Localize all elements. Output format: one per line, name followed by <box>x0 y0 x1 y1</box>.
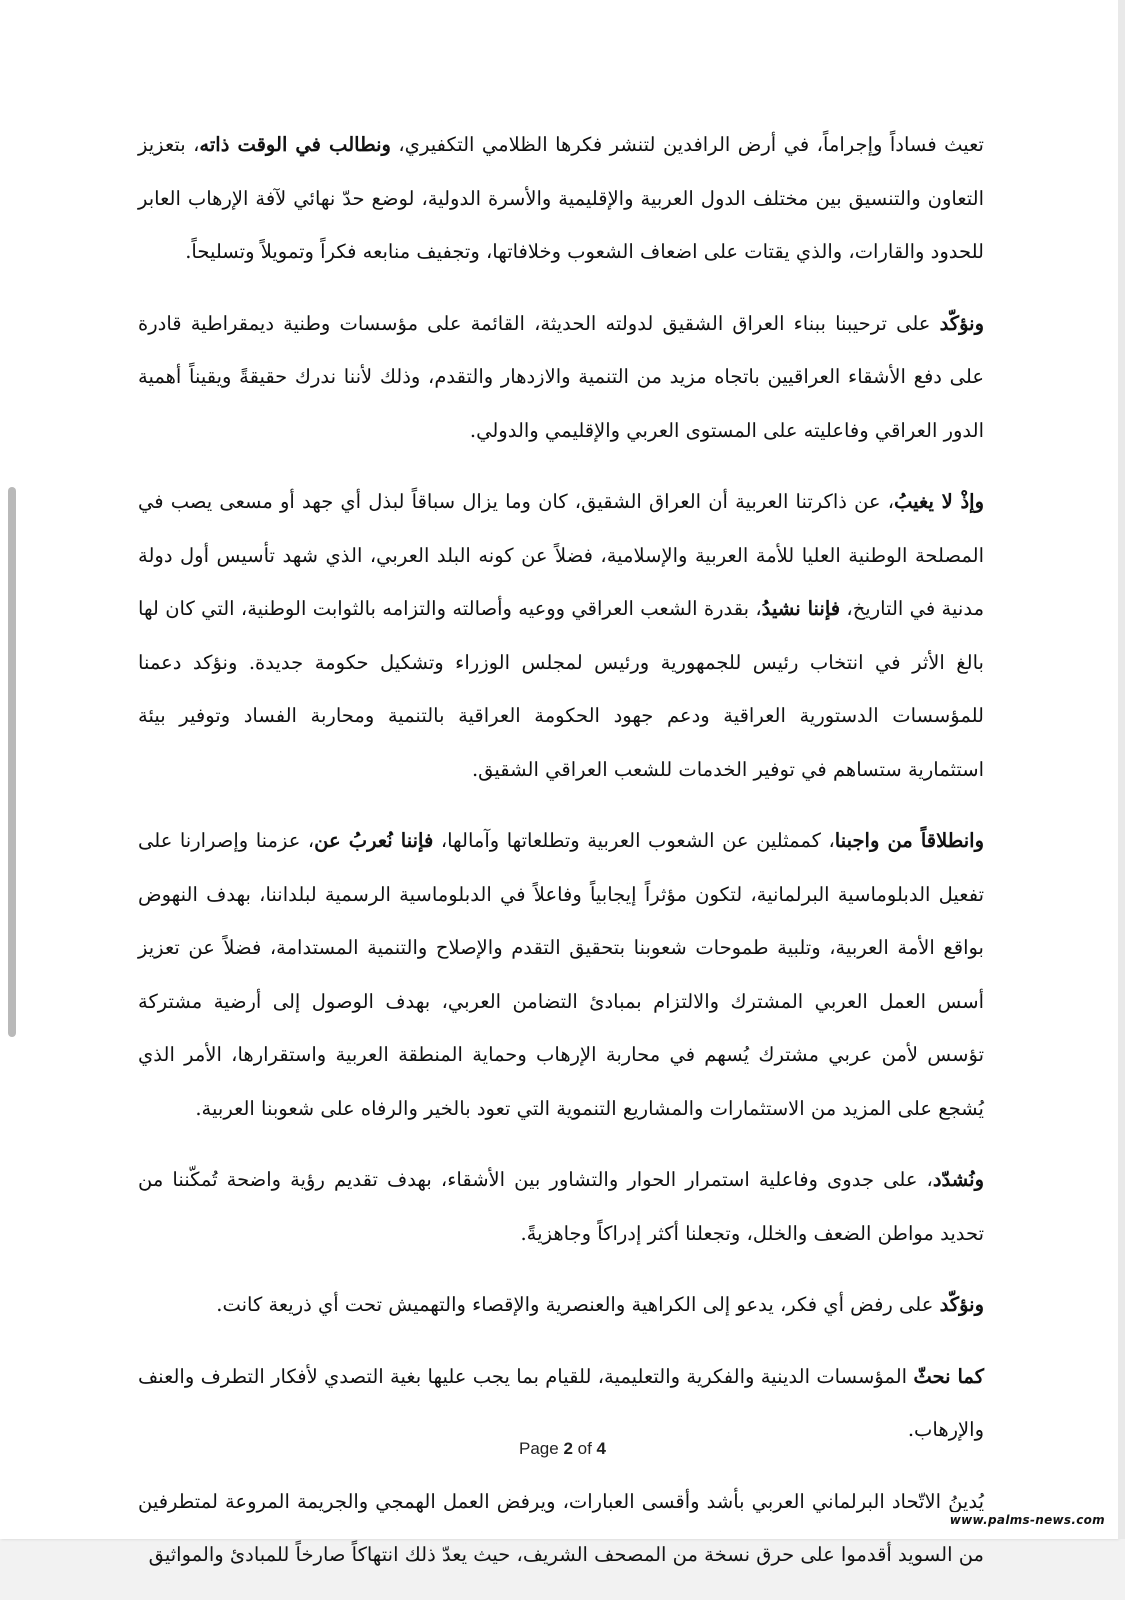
paragraph-text: على ترحيبنا ببناء العراق الشقيق لدولته الحديثة، القائمة على مؤسسات وطنية ديمقراطية قادرة على دفع الأشقاء العراقيين باتجاه مزيد من التنمية والازدهار والتقدم، وذلك لأننا ندرك حقيقةً ويقيناً أهمية الدور العراقي وفاعليته على المستوى العربي والإقليمي والدولي. <box>138 311 984 442</box>
emphasis-phrase: ونطالب في الوقت ذاته <box>199 133 391 156</box>
emphasis-phrase: وانطلاقاً من واجبنا <box>834 829 984 852</box>
paragraph-text: ، عزمنا وإصرارنا على تفعيل الدبلوماسية البرلمانية، لتكون مؤثراً إيجابياً وفاعلاً في الدبلوماسية الرسمية لبلداننا، بهدف النهوض بواقع الأمة العربية، وتلبية طموحات شعوبنا بتحقيق التقدم والإصلاح والتنمية المستدامة، فضلاً عن تعزيز أسس العمل العربي المشترك والالتزام بمبادئ التضامن العربي، بهدف الوصول إلى أرضية مشتركة تؤسس لأمن عربي مشترك يُسهم في محاربة الإرهاب وحماية المنطقة العربية واستقرارها، الأمر الذي يُشجع على المزيد من الاستثمارات والمشاريع التنموية التي تعود بالخير والرفاه على شعوبنا العربية. <box>138 829 984 1120</box>
paragraph <box>138 1475 984 1582</box>
paragraph-text: ، عن ذاكرتنا العربية أن العراق الشقيق، كان وما يزال سباقاً لبذل أي جهد أو مسعى يصب في المصلحة الوطنية العليا للأمة العربية والإسلامية، فضلاً عن كونه البلد العربي، الذي شهد تأسيس أول دولة مدنية في التاريخ، <box>138 490 985 620</box>
paragraph-text: على رفض أي فكر، يدعو إلى الكراهية والعنصرية والإقصاء والتهميش تحت أي ذريعة كانت. <box>216 1293 940 1316</box>
page-current: 2 <box>563 1439 573 1458</box>
paragraph-text: ، على جدوى وفاعلية استمرار الحوار والتشاور بين الأشقاء، بهدف تقديم رؤية واضحة تُمكّننا من تحديد مواطن الضعف والخلل، وتجعلنا أكثر إدراكاً وجاهزيةً. <box>138 1168 984 1245</box>
page-total: 4 <box>596 1439 606 1458</box>
page-edge <box>1118 0 1125 1539</box>
paragraph-text: ، كممثلين عن الشعوب العربية وتطلعاتها وآمالها، <box>433 829 835 852</box>
document-body <box>138 118 984 1600</box>
paragraph-text: يُدينُ الاتّحاد البرلماني العربي بأشد وأقسى العبارات، ويرفض العمل الهمجي والجريمة المروعة لمتطرفين من السويد أقدموا على حرق نسخة من المصحف الشريف، حيث يعدّ ذلك انتهاكاً صارخاً للمبادئ والمواثيق <box>138 1489 984 1566</box>
paragraph-text: تعيث فساداً وإجراماً، في أرض الرافدين لتنشر فكرها الظلامي التكفيري، <box>390 133 984 156</box>
emphasis-phrase: ونُشدّد <box>932 1168 984 1191</box>
emphasis-phrase: ونؤكّد <box>939 311 984 335</box>
paragraph <box>138 814 984 1135</box>
site-watermark: www.palms-news.com <box>944 1512 1111 1528</box>
paragraph <box>138 475 984 796</box>
paragraph <box>138 297 984 458</box>
paragraph-text: المؤسسات الدينية والفكرية والتعليمية، للقيام بما يجب عليها بغية التصدي لأفكار التطرف والعنف والإرهاب. <box>138 1364 984 1441</box>
emphasis-phrase: ونؤكّد <box>939 1293 984 1316</box>
paragraph-text: ، بتعزيز التعاون والتنسيق بين مختلف الدول العربية والإقليمية والأسرة الدولية، لوضع حدّ نهائي لآفة الإرهاب العابر للحدود والقارات، والذي يقتات على اضعاف الشعوب وخلافاتها، وتجفيف منابعه فكراً وتمويلاً وتسليحاً. <box>138 133 984 263</box>
emphasis-phrase: فإننا نُعربُ عن <box>314 829 434 852</box>
emphasis-phrase: كما نحثّ <box>913 1364 984 1388</box>
paragraph <box>138 1153 984 1260</box>
vertical-scrollbar[interactable] <box>8 487 16 1037</box>
paragraph <box>138 118 984 279</box>
emphasis-phrase: وإذْ لا يغيبُ <box>894 490 984 513</box>
paragraph <box>138 1278 984 1332</box>
paragraph-text: ، بقدرة الشعب العراقي ووعيه وأصالته والتزامه بالثوابت الوطنية، التي كان لها بالغ الأثر في انتخاب رئيس للجمهورية ورئيس لمجلس الوزراء وتشكيل حكومة جديدة. ونؤكد دعمنا للمؤسسات الدستورية العراقية ودعم جهود الحكومة العراقية بالتنمية ومحاربة الفساد وتوفير بيئة استثمارية ستساهم في توفير الخدمات للشعب العراقي الشقيق. <box>138 597 984 781</box>
page-label: Page <box>519 1439 564 1458</box>
emphasis-phrase: فإننا نشيدُ <box>761 597 841 620</box>
page-of-label: of <box>572 1439 597 1458</box>
page-number-footer <box>0 1439 1125 1459</box>
